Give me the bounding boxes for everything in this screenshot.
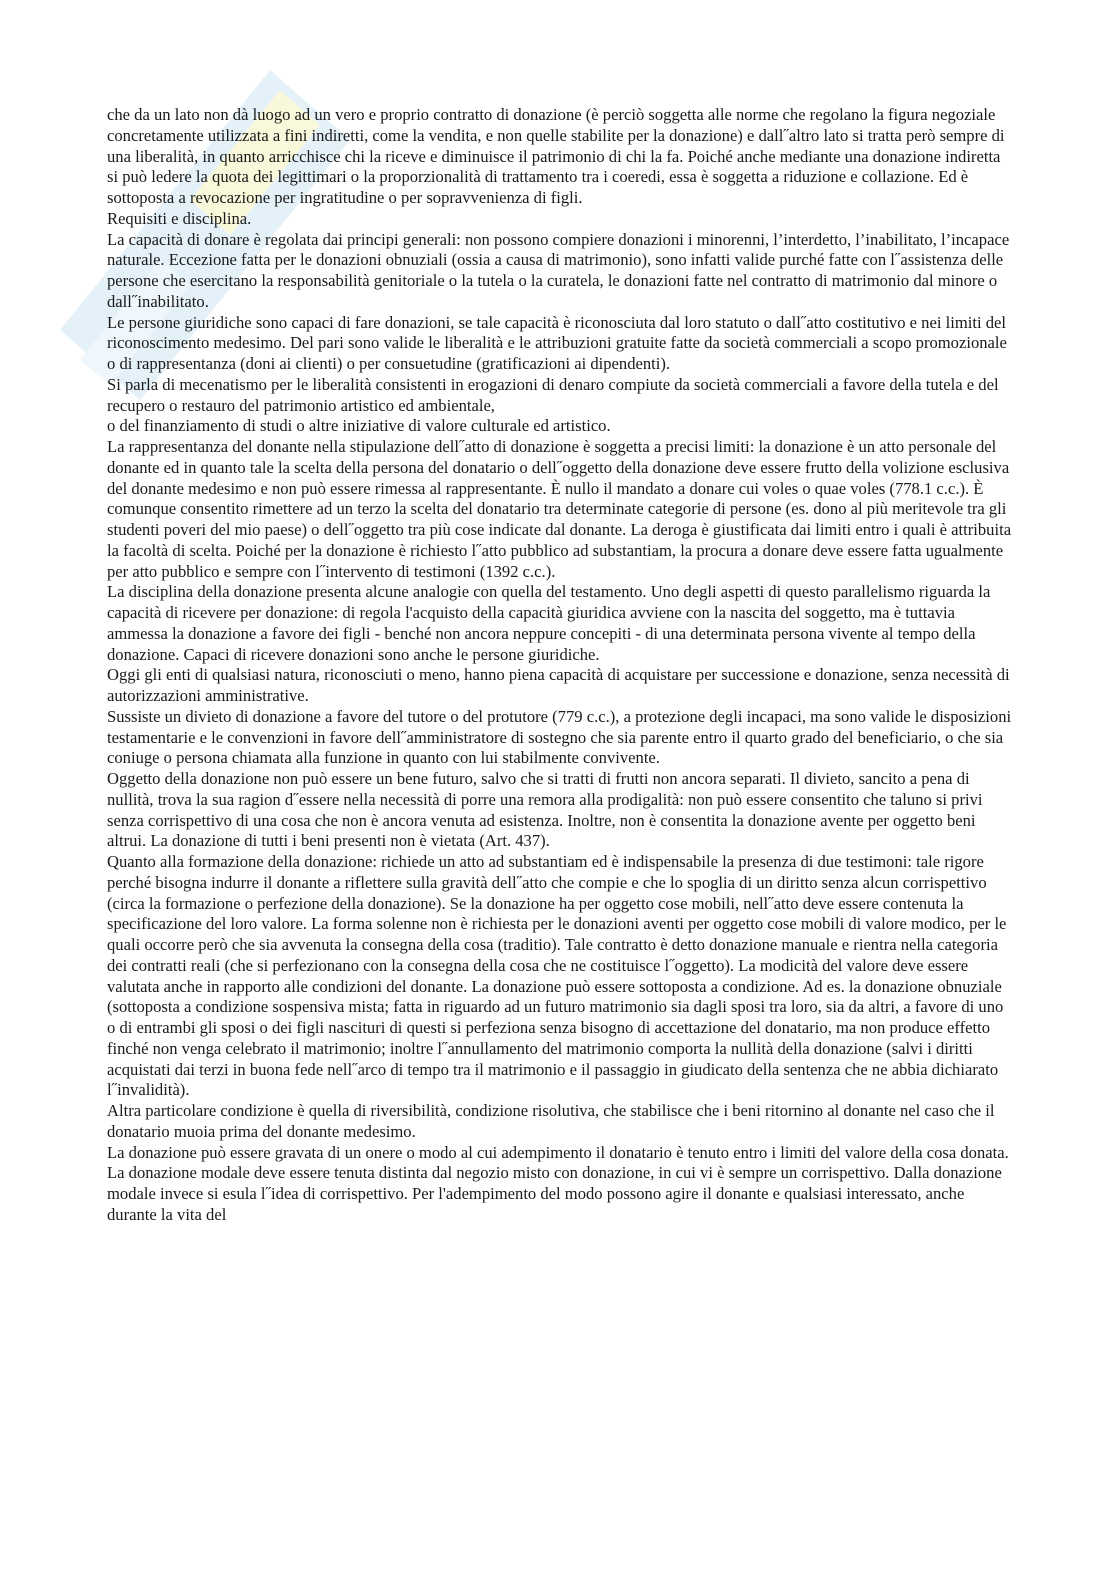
paragraph: La capacità di donare è regolata dai principi generali: non possono compiere donazioni i minorenni, l’interdetto, l’inabilitato, l’incapace naturale. Eccezione fatta per le donazioni obnuziali (ossia a causa di matrimonio), sono infatti valide purché fatte con l˝assistenza delle persone che esercitano la responsabilità genitoriale o la tutela o la curatela, le donazioni fatte nel contratto di matrimonio dal minore o dall˝inabilitato.: [107, 229, 1010, 311]
paragraph: La disciplina della donazione presenta alcune analogie con quella del testamento. Uno degli aspetti di questo parallelismo riguarda la capacità di ricevere per donazione: di regola l'acquisto della capacità giuridica avviene con la nascita del soggetto, ma è tuttavia ammessa la donazione a favore dei figli - benché non ancora neppure concepiti - di una determinata persona vivente al tempo della donazione. Capaci di ricevere donazioni sono anche le persone giuridiche.: [107, 582, 991, 664]
paragraph: La rappresentanza del donante nella stipulazione dell˝atto di donazione è soggetta a precisi limiti: la donazione è un atto personale del donante ed in quanto tale la scelta della persona del donatario o dell˝oggetto della donazione deve essere frutto della volizione esclusiva del donante medesimo e non può essere rimessa al rappresentante. È nullo il mandato a donare cui voles o quae voles (778.1 c.c.). È comunque consentito rimettere ad un terzo la scelta del donatario tra determinate categorie di persone (es. dono al più meritevole tra gli studenti poveri del mio paese) o dell˝oggetto tra più cose indicate dal donante. La deroga è giustificata dai limiti entro i quali è attribuita la facoltà di scelta. Poiché per la donazione è richiesto l˝atto pubblico ad substantiam, la procura a donare deve essere fatta ugualmente per atto pubblico e sempre con l˝intervento di testimoni (1392 c.c.).: [107, 437, 1012, 581]
paragraph: La donazione può essere gravata di un onere o modo al cui adempimento il donatario è tenuto entro i limiti del valore della cosa donata. La donazione modale deve essere tenuta distinta dal negozio misto con donazione, in cui vi è sempre un corrispettivo. Dalla donazione modale invece si esula l˝idea di corrispettivo. Per l'adempimento del modo possono agire il donante e qualsiasi interessato, anche durante la vita del: [107, 1142, 1009, 1224]
paragraph: Si parla di mecenatismo per le liberalità consistenti in erogazioni di denaro compiute da società commerciali a favore della tutela e del recupero o restauro del patrimonio artistico ed ambientale,: [107, 374, 999, 415]
section-heading: Requisiti e disciplina.: [107, 208, 252, 228]
paragraph: Oggi gli enti di qualsiasi natura, riconosciuti o meno, hanno piena capacità di acquistare per successione e donazione, senza necessità di autorizzazioni amministrative.: [107, 665, 1010, 705]
paragraph: Le persone giuridiche sono capaci di fare donazioni, se tale capacità è riconosciuta dal loro statuto o dall˝atto costitutivo e nei limiti del riconoscimento medesimo. Del pari sono valide le liberalità e le attribuzioni gratuite fatte da società commerciali a scopo promozionale o di rappresentanza (doni ai clienti) o per consuetudine (gratificazioni ai dipendenti).: [107, 312, 1007, 373]
paragraph: Quanto alla formazione della donazione: richiede un atto ad substantiam ed è indispensabile la presenza di due testimoni: tale rigore perché bisogna indurre il donante a riflettere sulla gravità dell˝atto che compie e che lo spoglia di un diritto senza alcun corrispettivo (circa la formazione o perfezione della donazione). Se la donazione ha per oggetto cose mobili, nell˝atto deve essere contenuta la specificazione del loro valore. La forma solenne non è richiesta per le donazioni aventi per oggetto cose mobili di valore modico, per le quali occorre però che sia avvenuta la consegna della cosa (traditio). Tale contratto è detto donazione manuale e rientra nella categoria dei contratti reali (che si perfezionano con la consegna della cosa che ne costituisce l˝oggetto). La modicità del valore deve essere valutata anche in rapporto alle condizioni del donante. La donazione può essere sottoposta a condizione. Ad es. la donazione obnuziale (sottoposta a condizione sospensiva mista; fatta in riguardo ad un futuro matrimonio sia dagli sposi tra loro, sia da altri, a favore di uno o di entrambi gli sposi o dei figli nascituri di questi si perfeziona senza bisogno di accettazione del donatario, ma non produce effetto finché non venga celebrato il matrimonio; inoltre l˝annullamento del matrimonio comporta la nullità della donazione (salvi i diritti acquistati dai terzi in buona fede nell˝arco di tempo tra il matrimonio e il passaggio in giudicato della sentenza che ne abbia dichiarato l˝invalidità).: [107, 852, 1007, 1100]
paragraph: Altra particolare condizione è quella di riversibilità, condizione risolutiva, che stabilisce che i beni ritornino al donante nel caso che il donatario muoia prima del donante medesimo.: [107, 1101, 995, 1141]
paragraph: che da un lato non dà luogo ad un vero e proprio contratto di donazione (è perciò soggetta alle norme che regolano la figura negoziale concretamente utilizzata a fini indiretti, come la vendita, e non quelle stabilite per la donazione) e dall˝altro lato si tratta però sempre di una liberalità, in quanto arricchisce chi la riceve e diminuisce il patrimonio di chi la fa. Poiché anche mediante una donazione indiretta si può ledere la quota dei legittimari o la proporzionalità di trattamento tra i coeredi, essa è soggetta a riduzione e collazione. Ed è sottoposta a revocazione per ingratitudine o per sopravvenienza di figli.: [107, 105, 1005, 207]
document-body: [107, 105, 1012, 1226]
paragraph: o del finanziamento di studi o altre iniziative di valore culturale ed artistico.: [107, 416, 611, 436]
paragraph: Oggetto della donazione non può essere un bene futuro, salvo che si tratti di frutti non ancora separati. Il divieto, sancito a pena di nullità, trova la sua ragion d˝essere nella necessità di porre una remora alla prodigalità: non può essere consentito che taluno si privi senza corrispettivo di una cosa che non è ancora venuta ad esistenza. Inoltre, non è consentita la donazione avente per oggetto beni altrui. La donazione di tutti i beni presenti non è vietata (Art. 437).: [107, 769, 983, 851]
paragraph: Sussiste un divieto di donazione a favore del tutore o del protutore (779 c.c.), a protezione degli incapaci, ma sono valide le disposizioni testamentarie e le convenzioni in favore dell˝amministratore di sostegno che sia parente entro il quarto grado del beneficiario, o che sia coniuge o persona chiamata alla funzione in quanto con lui stabilmente convivente.: [107, 706, 1012, 768]
